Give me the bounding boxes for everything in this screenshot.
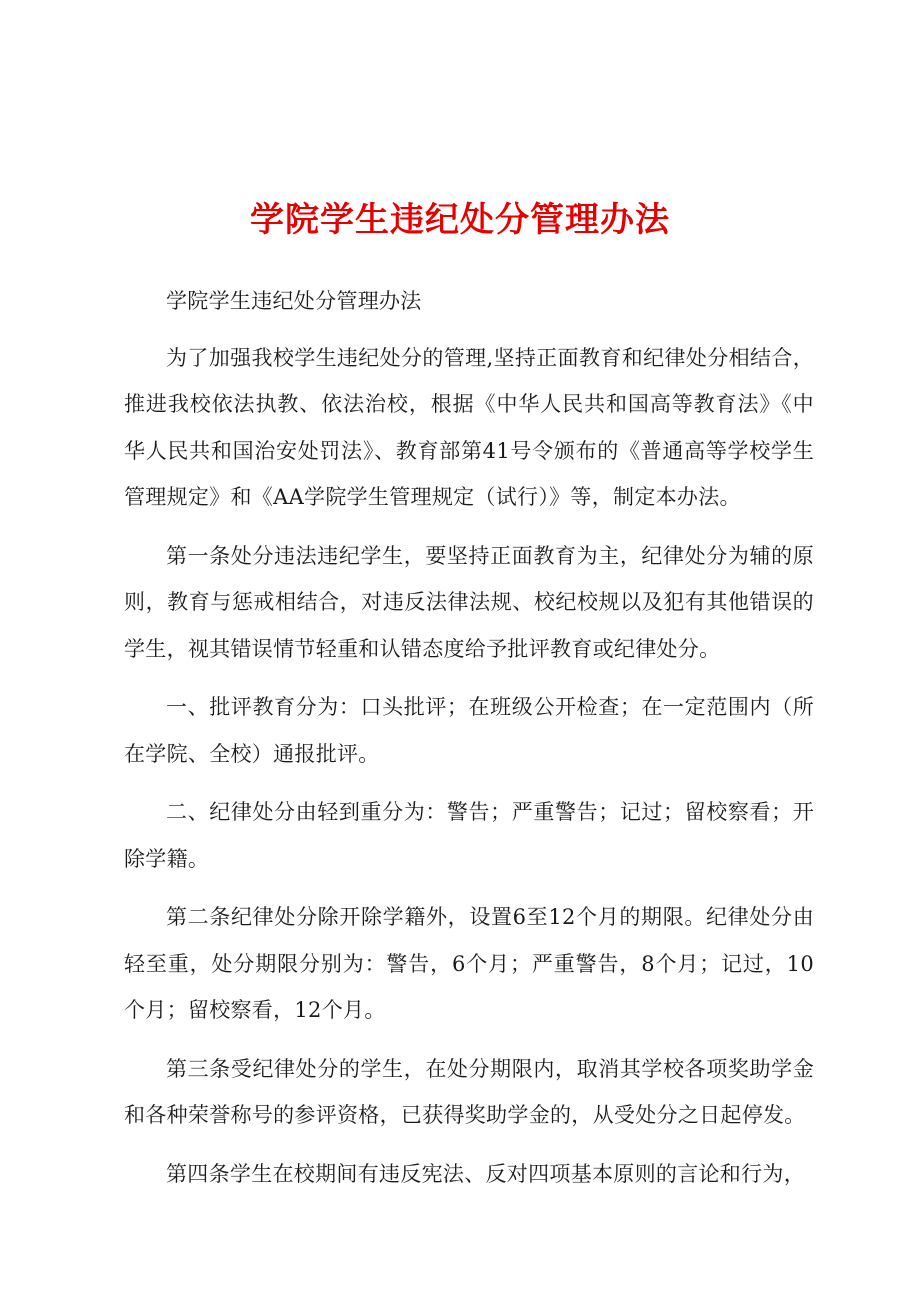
- document-title: 学院学生违纪处分管理办法: [250, 200, 670, 240]
- article-2-paragraph: 第二条纪律处分除开除学籍外，设置6至12个月的期限。纪律处分由轻至重，处分期限分别为：警告，6个月；严重警告，8个月；记过，10个月；留校察看，12个月。: [124, 905, 814, 1022]
- article-4-paragraph: 第四条学生在校期间有违反宪法、反对四项基本原则的言论和行为，: [166, 1161, 805, 1186]
- document-subtitle: 学院学生违纪处分管理办法: [166, 289, 422, 313]
- criticism-types-paragraph: 一、批评教育分为：口头批评；在班级公开检查；在一定范围内（所在学院、全校）通报批评。: [124, 695, 814, 766]
- article-1-paragraph: 第一条处分违法违纪学生，要坚持正面教育为主，纪律处分为辅的原则，教育与惩戒相结合，对违反法律法规、校纪校规以及犯有其他错误的学生，视其错误情节轻重和认错态度给予批评教育或纪律处分。: [124, 543, 814, 661]
- article-3-paragraph: 第三条受纪律处分的学生，在处分期限内，取消其学校各项奖助学金和各种荣誉称号的参评资格，已获得奖助学金的，从受处分之日起停发。: [124, 1056, 814, 1127]
- preamble-paragraph: 为了加强我校学生违纪处分的管理,坚持正面教育和纪律处分相结合，推进我校依法执教、依法治校，根据《中华人民共和国高等教育法》《中华人民共和国治安处罚法》、教育部第41号令颁布的《普通高等学校学生管理规定》和《AA学院学生管理规定（试行）》等，制定本办法。: [124, 345, 814, 509]
- discipline-levels-paragraph: 二、纪律处分由轻到重分为：警告；严重警告；记过；留校察看；开除学籍。: [124, 800, 814, 871]
- document-body: [124, 278, 814, 1209]
